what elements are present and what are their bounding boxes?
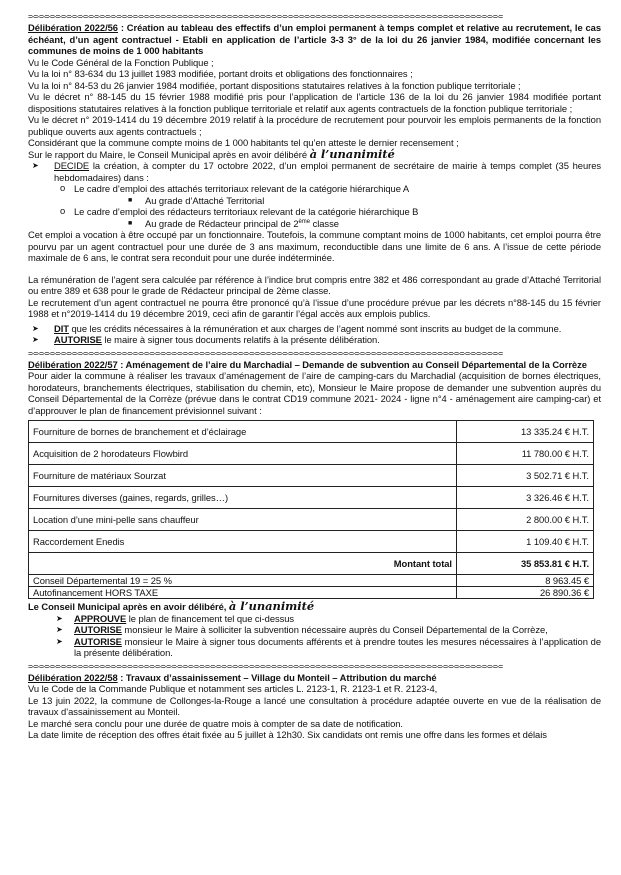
cadre-a-text: Le cadre d’emploi des attachés territoriaux relevant de la catégorie hiérarchique A xyxy=(74,183,410,194)
deliberation-57-heading xyxy=(28,359,601,371)
approuve-item xyxy=(28,613,601,625)
total-row xyxy=(29,553,594,575)
cadre-a-item xyxy=(28,183,601,195)
table-row xyxy=(29,443,594,465)
vu-line: Vu la loi n° 83-634 du 13 juillet 1983 modifiée, portant droits et obligations des fonctionnaires ; xyxy=(28,68,413,79)
grade-a-text: Au grade d’Attaché Territorial xyxy=(145,194,265,206)
financing-table xyxy=(28,420,594,599)
table-row xyxy=(29,487,594,509)
rapport-text: Sur le rapport du Maire, le Conseil Municipal après en avoir délibéré xyxy=(28,148,307,160)
square-bullet-icon: ■ xyxy=(128,219,133,227)
vu-line: Vu le décret n° 2019-1414 du 19 décembre 2019 relatif à la procédure de recrutement pour pourvoir les emplois permanents de la fonction publique ouverts aux agents contractuels ; xyxy=(28,114,601,137)
body-line: La date limite de réception des offres était fixée au 5 juillet à 12h30. Six candidats ont remis une offre dans les formes et délais xyxy=(28,729,547,740)
vocation-paragraph: Cet emploi a vocation à être occupé par un fonctionnaire. Toutefois, la commune comptant moins de 1000 habitants, cet emploi pourra être pourvu par un agent contractuel pour une durée de 3 ans maximum, reconductible dans une limite de 6 ans. A l’issue de cette période maximale de 6 ans, le contrat sera reconduit pour une durée indéterminée. xyxy=(28,229,601,263)
approuve-text: le plan de financement tel que ci-dessus xyxy=(126,612,295,624)
arrow-bullet-icon: ➤ xyxy=(56,636,63,646)
row-amount: 1 109.40 € H.T. xyxy=(457,531,594,553)
financing-row xyxy=(29,587,594,599)
row-label: Fourniture de matériaux Sourzat xyxy=(29,465,457,487)
deliberation-title: : Aménagement de l’aire du Marchadial – Demande de subvention au Conseil Départemental de la Corrèze xyxy=(117,358,587,370)
rapport-line xyxy=(28,146,601,161)
row-label: Raccordement Enedis xyxy=(29,531,457,553)
arrow-bullet-icon: ➤ xyxy=(56,625,63,634)
conseil-line xyxy=(28,601,601,613)
arrow-bullet-icon: ➤ xyxy=(32,323,39,333)
deliberation-title: : Création au tableau des effectifs d’un emploi permanent à temps complet et relative au recrutement, le cas échéant, d’un agent contractuel - Etabli en application de l’article 3-3 3° de la loi du 26 janvier 1984, modifiée concernant les communes de moins de 1 000 habitants xyxy=(28,22,601,56)
row-label: Acquisition de 2 horodateurs Flowbird xyxy=(29,443,457,465)
square-bullet-icon: ■ xyxy=(128,196,133,204)
grade-b-text: Au grade de Rédacteur principal de 2 xyxy=(145,217,299,229)
total-label: Montant total xyxy=(29,553,457,575)
grade-b-superscript: ème xyxy=(298,218,311,225)
autorise-keyword: AUTORISE xyxy=(74,635,122,647)
autorise-text: monsieur le Maire à solliciter la subvention nécessaire auprès du Conseil Départemental de la Corrèze, xyxy=(121,624,548,635)
separator-line: =-=-=-=-=-=-=-=-=-=-=-=-=-=-=-=-=-=-=-=-=-=-=-=-=-=-=-=-=-=-=-=-=-=-=-=-=-=-=-=-=-=-=-=-=-=-=-=-=-=-=-=-=-=-=-=-=-=-=-=-=-=-=-=-=-=-=-=-=-=-=-=-=-=-=-=-=-=-=-=-=-=-=-=-=-= xyxy=(28,348,503,358)
circle-bullet-icon: o xyxy=(60,182,66,193)
separator-line: =-=-=-=-=-=-=-=-=-=-=-=-=-=-=-=-=-=-=-=-=-=-=-=-=-=-=-=-=-=-=-=-=-=-=-=-=-=-=-=-=-=-=-=-=-=-=-=-=-=-=-=-=-=-=-=-=-=-=-=-=-=-=-=-=-=-=-=-=-=-=-=-=-=-=-=-=-=-=-=-=-=-=-=-=-= xyxy=(28,12,503,21)
separator-line: =-=-=-=-=-=-=-=-=-=-=-=-=-=-=-=-=-=-=-=-=-=-=-=-=-=-=-=-=-=-=-=-=-=-=-=-=-=-=-=-=-=-=-=-=-=-=-=-=-=-=-=-=-=-=-=-=-=-=-=-=-=-=-=-=-=-=-=-=-=-=-=-=-=-=-=-=-=-=-=-=-=-=-=-=-= xyxy=(28,661,503,671)
arrow-bullet-icon: ➤ xyxy=(32,161,39,170)
row-label: Fournitures diverses (gaines, regards, grilles…) xyxy=(29,487,457,509)
decide-text: la création, à compter du 17 octobre 2022, d’un emploi permanent de secrétaire de mairie à temps complet (35 heures hebdomadaires) dans : xyxy=(54,160,601,183)
dit-text: que les crédits nécessaires à la rémunération et aux charges de l’agent nommé sont inscrits au budget de la commune. xyxy=(68,322,562,334)
approuve-keyword: APPROUVE xyxy=(74,612,127,624)
row-label: Fourniture de bornes de branchement et d’éclairage xyxy=(29,421,457,443)
body-line: Vu le Code de la Commande Publique et notamment ses articles L. 2123-1, R. 2123-1 et R. 2123-4, xyxy=(28,683,438,694)
table-row xyxy=(29,531,594,553)
grade-b-item xyxy=(28,218,601,230)
arrow-bullet-icon: ➤ xyxy=(32,335,39,344)
cadre-b-text: Le cadre d’emploi des rédacteurs territoriaux relevant de la catégorie hiérarchique B xyxy=(74,206,419,217)
unanimite-text: à l’unanimité xyxy=(309,146,395,161)
row-amount: 3 326.46 € H.T. xyxy=(457,487,594,509)
dit-keyword: DIT xyxy=(54,322,69,334)
row-amount: 11 780.00 € H.T. xyxy=(457,443,594,465)
table-row xyxy=(29,421,594,443)
grade-a-item xyxy=(28,195,601,207)
row-label: Autofinancement HORS TAXE xyxy=(29,587,457,599)
row-amount: 8 963.45 € xyxy=(457,575,594,587)
body-line: Le 13 juin 2022, la commune de Collonges-la-Rouge a lancé une consultation à procédure adaptée ouverte en vue de la réalisation de travaux d’assainissement au Monteil. xyxy=(28,694,601,717)
recrutement-paragraph: Le recrutement d’un agent contractuel ne pourra être prononcé qu’à l’issue d’une procédure prévue par les décrets n°88-145 du 15 février 1988 et n°2019-1414 du 19 décembre 2019, ceci afin de garantir l’égal accès aux emplois publics. xyxy=(28,296,601,319)
body-line: Le marché sera conclu pour une durée de quatre mois à compter de sa date de notification. xyxy=(28,717,403,729)
vu-line: Vu le décret n° 88-145 du 15 février 1988 modifié pris pour l’application de l’article 136 de la loi du 26 janvier 1984 modifiée portant dispositions statutaires relatives à la fonction publique territoriale et relatif aux agents contractuels de la fonction publique territoriale ; xyxy=(28,91,601,114)
decide-item xyxy=(28,160,601,183)
deliberation-ref: Délibération 2022/58 xyxy=(28,671,118,683)
grade-b-suffix: classe xyxy=(310,217,339,229)
table-row xyxy=(29,509,594,531)
autorise-item xyxy=(28,334,601,346)
autorise-text: monsieur le Maire à signer tous documents afférents et à prendre toutes les mesures nécessaires à l’application de la présente délibération. xyxy=(74,635,601,658)
circle-bullet-icon: o xyxy=(60,205,66,216)
autorise-keyword: AUTORISE xyxy=(54,334,102,345)
autorise-keyword: AUTORISE xyxy=(74,624,122,635)
row-label: Location d’une mini-pelle sans chauffeur xyxy=(29,509,457,531)
intro-paragraph: Pour aider la commune à réaliser les travaux d’aménagement de l’aire de camping-cars du Marchadial (acquisition de bornes électriques, horodateurs, branchements électriques, stabilisation du chemin, etc), Monsieur le Maire propose de demander une subvention auprès du Conseil Départemental de la Corrèze (prévue dans le contrat CD19 commune 2021- 2024 - ligne n°4 - aménagement aire camping-car) et d’approuver le plan de financement prévisionnel suivant : xyxy=(28,370,601,416)
deliberation-title: : Travaux d’assainissement – Village du Monteil – Attribution du marché xyxy=(117,671,437,683)
total-amount: 35 853.81 € H.T. xyxy=(457,553,594,575)
autorise-item xyxy=(28,624,601,636)
arrow-bullet-icon: ➤ xyxy=(56,613,63,623)
table-row xyxy=(29,465,594,487)
vu-line: Vu le Code Général de la Fonction Publique ; xyxy=(28,56,214,68)
row-amount: 2 800.00 € H.T. xyxy=(457,509,594,531)
deliberation-56-heading xyxy=(28,22,601,57)
deliberation-ref: Délibération 2022/56 xyxy=(28,22,118,33)
dit-item xyxy=(28,323,601,335)
row-amount: 3 502.71 € H.T. xyxy=(457,465,594,487)
autorise-item xyxy=(28,636,601,659)
conseil-text: Le Conseil Municipal après en avoir délibéré, xyxy=(28,601,227,612)
financing-row xyxy=(29,575,594,587)
remuneration-paragraph: La rémunération de l’agent sera calculée par référence à l’indice brut compris entre 382 et 486 correspondant au grade d’Attaché Territorial ou entre 389 et 638 pour le grade de Rédacteur principal de 2ème classe. xyxy=(28,273,601,296)
row-amount: 26 890.36 € xyxy=(457,587,594,599)
unanimite-text: à l’unanimité xyxy=(228,599,315,613)
row-label: Conseil Départemental 19 = 25 % xyxy=(29,575,457,587)
autorise-text: le maire à signer tous documents relatifs à la présente délibération. xyxy=(101,334,380,345)
considerant-line: Considérant que la commune compte moins de 1 000 habitants tel qu’en atteste le dernier recensement ; xyxy=(28,137,459,148)
decide-keyword: DECIDE xyxy=(54,160,90,171)
vu-line: Vu la loi n° 84-53 du 26 janvier 1984 modifiée, portant dispositions statutaires relatives à la fonction publique territoriale ; xyxy=(28,79,521,91)
deliberation-ref: Délibération 2022/57 xyxy=(28,358,118,370)
cadre-b-item xyxy=(28,206,601,218)
row-amount: 13 335.24 € H.T. xyxy=(457,421,594,443)
deliberation-58-heading xyxy=(28,672,601,684)
